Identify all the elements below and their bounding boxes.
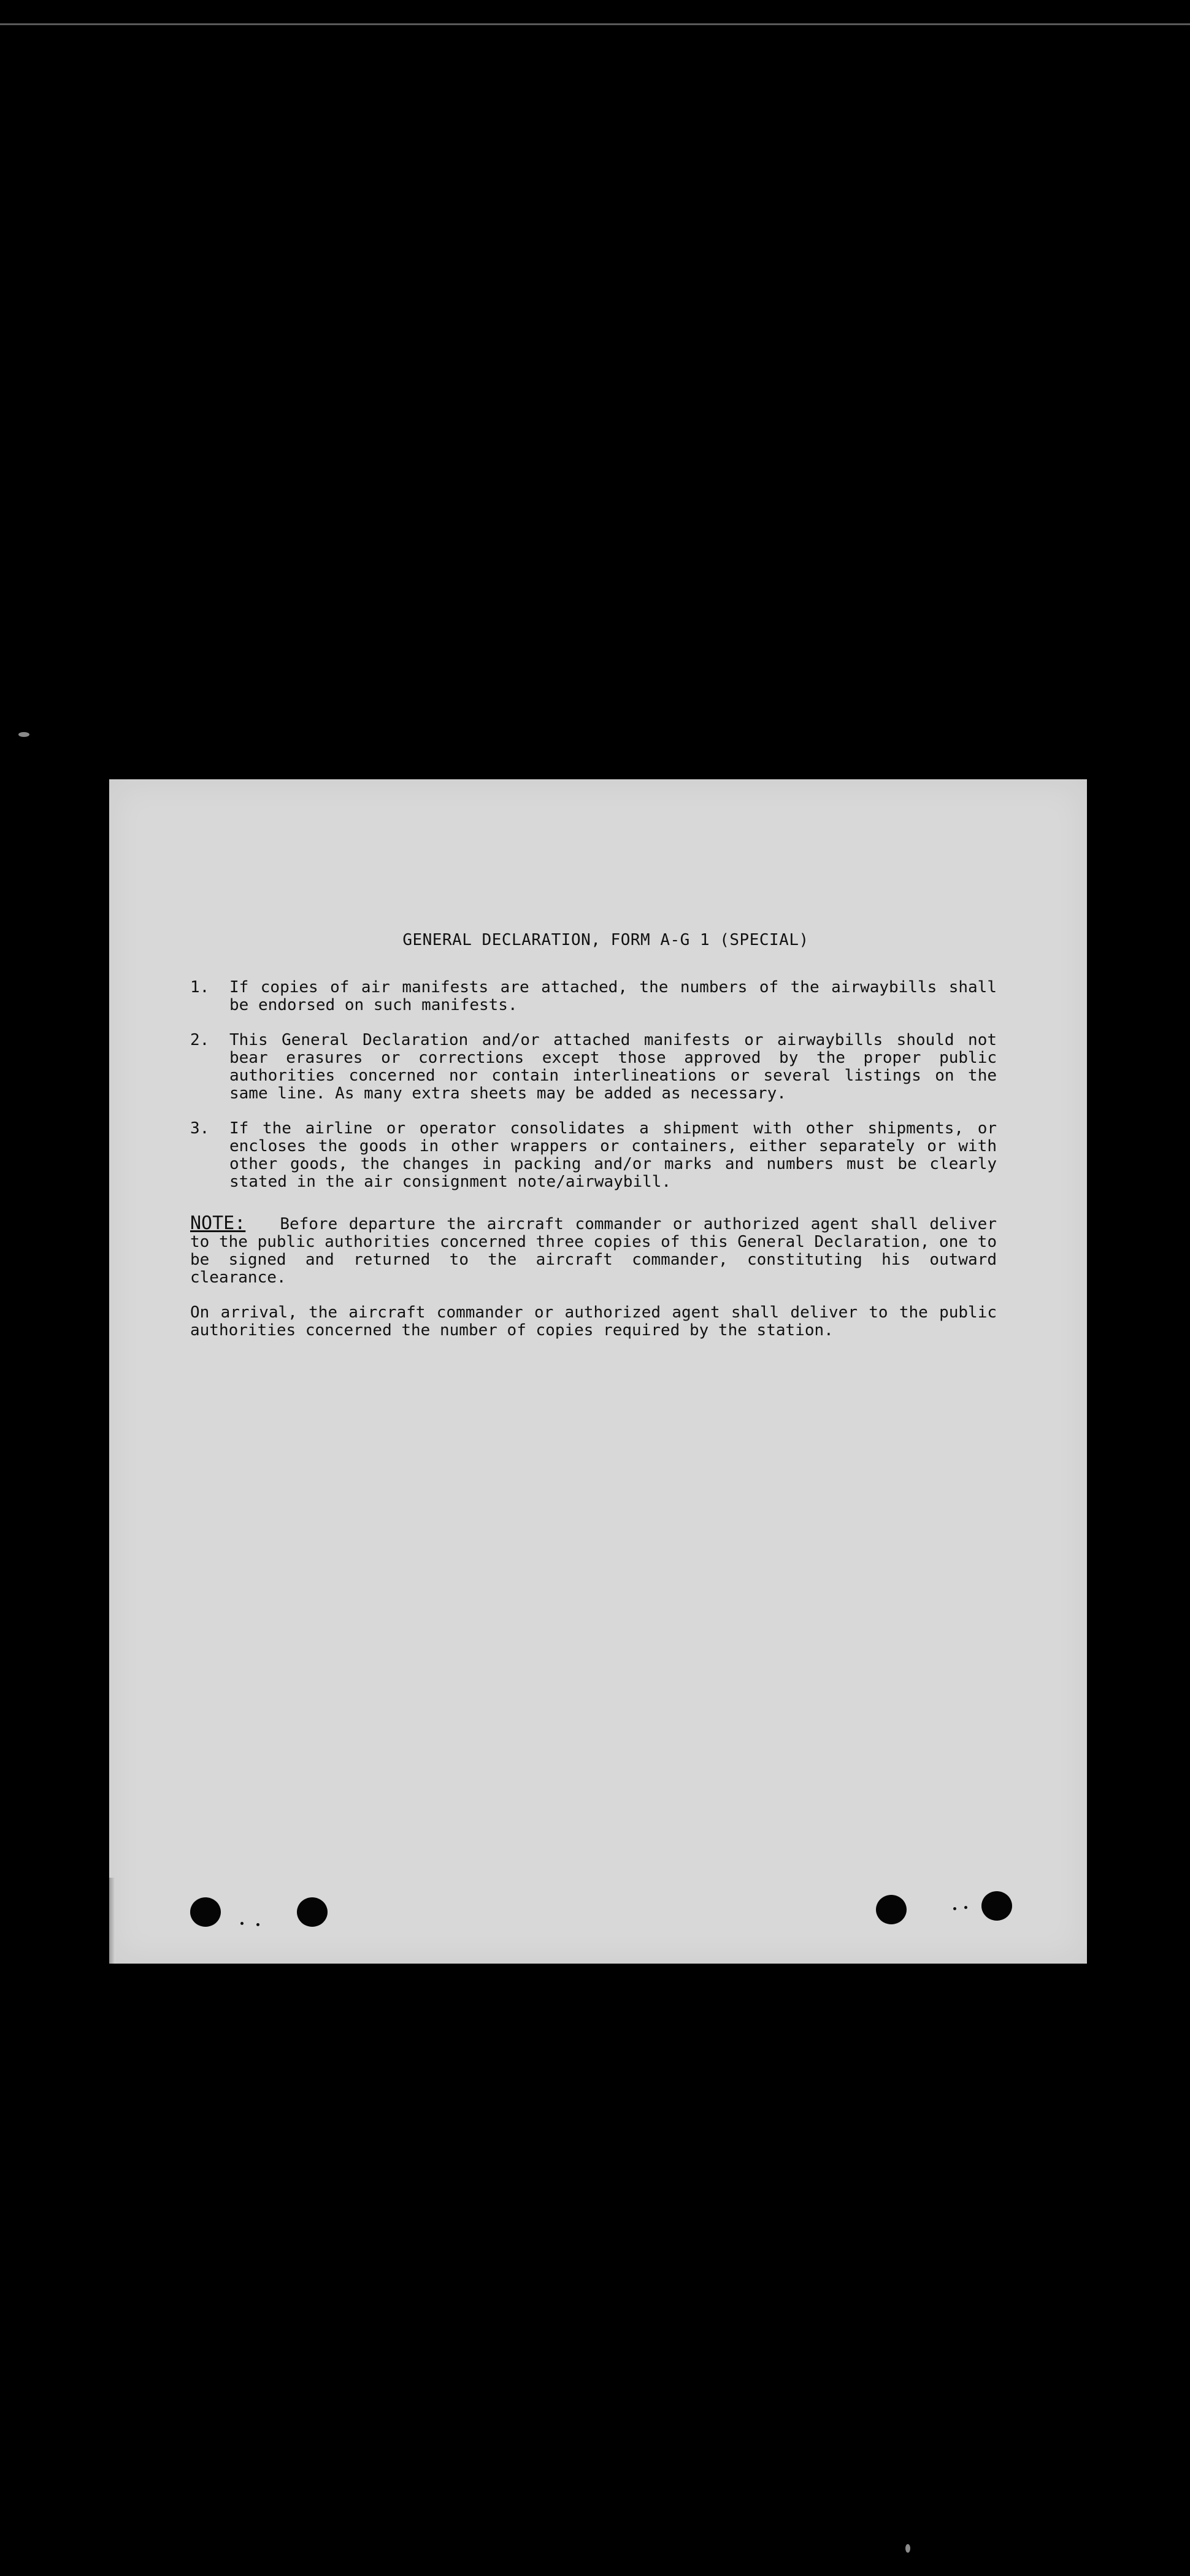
item-text: If the airline or operator consolidates a shipment with other shipments, or encloses the goods in other wrappers or containers, either separately or with other goods, the changes in packing and/or marks and numbers must be clearly stated in the air consignment note/airwaybill.	[229, 1119, 997, 1191]
document-body	[190, 931, 997, 1340]
arrival-paragraph: On arrival, the aircraft commander or authorized agent shall deliver to the public authorities concerned the number of copies required by the station.	[190, 1303, 997, 1340]
list-item	[190, 1120, 997, 1191]
scan-speck	[953, 1907, 956, 1910]
punch-hole	[190, 1897, 221, 1927]
item-number: 2.	[190, 1031, 210, 1049]
scan-speck	[964, 1906, 967, 1909]
note-label: NOTE:	[190, 1213, 246, 1234]
list-item	[190, 979, 997, 1014]
item-text: This General Declaration and/or attached manifests or airwaybills should not bear erasures or corrections except those approved by the proper public authorities concerned nor contain interlineations or several listings on the same line. As many extra sheets may be added as necessary.	[229, 1031, 997, 1103]
scan-speck	[905, 2544, 910, 2553]
item-number: 1.	[190, 978, 210, 997]
top-edge-line	[0, 23, 1190, 25]
item-number: 3.	[190, 1119, 210, 1138]
item-text: If copies of air manifests are attached, the numbers of the airwaybills shall be endorsed on such manifests.	[229, 978, 997, 1014]
punch-hole	[981, 1891, 1012, 1921]
scan-speck	[256, 1923, 259, 1926]
scan-speck	[240, 1922, 244, 1925]
note-paragraph	[190, 1214, 997, 1287]
note-text: Before departure the aircraft commander or authorized agent shall deliver to the public authorities concerned three copies of this General Declaration, one to be signed and returned to the aircraft commander, constituting his outward clearance.	[190, 1215, 997, 1287]
document-page	[109, 779, 1087, 1964]
punch-hole	[876, 1895, 907, 1924]
list-item	[190, 1032, 997, 1103]
page-curl-edge	[109, 1878, 115, 1964]
scan-speck	[18, 732, 29, 737]
punch-hole	[297, 1897, 328, 1927]
document-title: GENERAL DECLARATION, FORM A-G 1 (SPECIAL)	[402, 931, 809, 949]
